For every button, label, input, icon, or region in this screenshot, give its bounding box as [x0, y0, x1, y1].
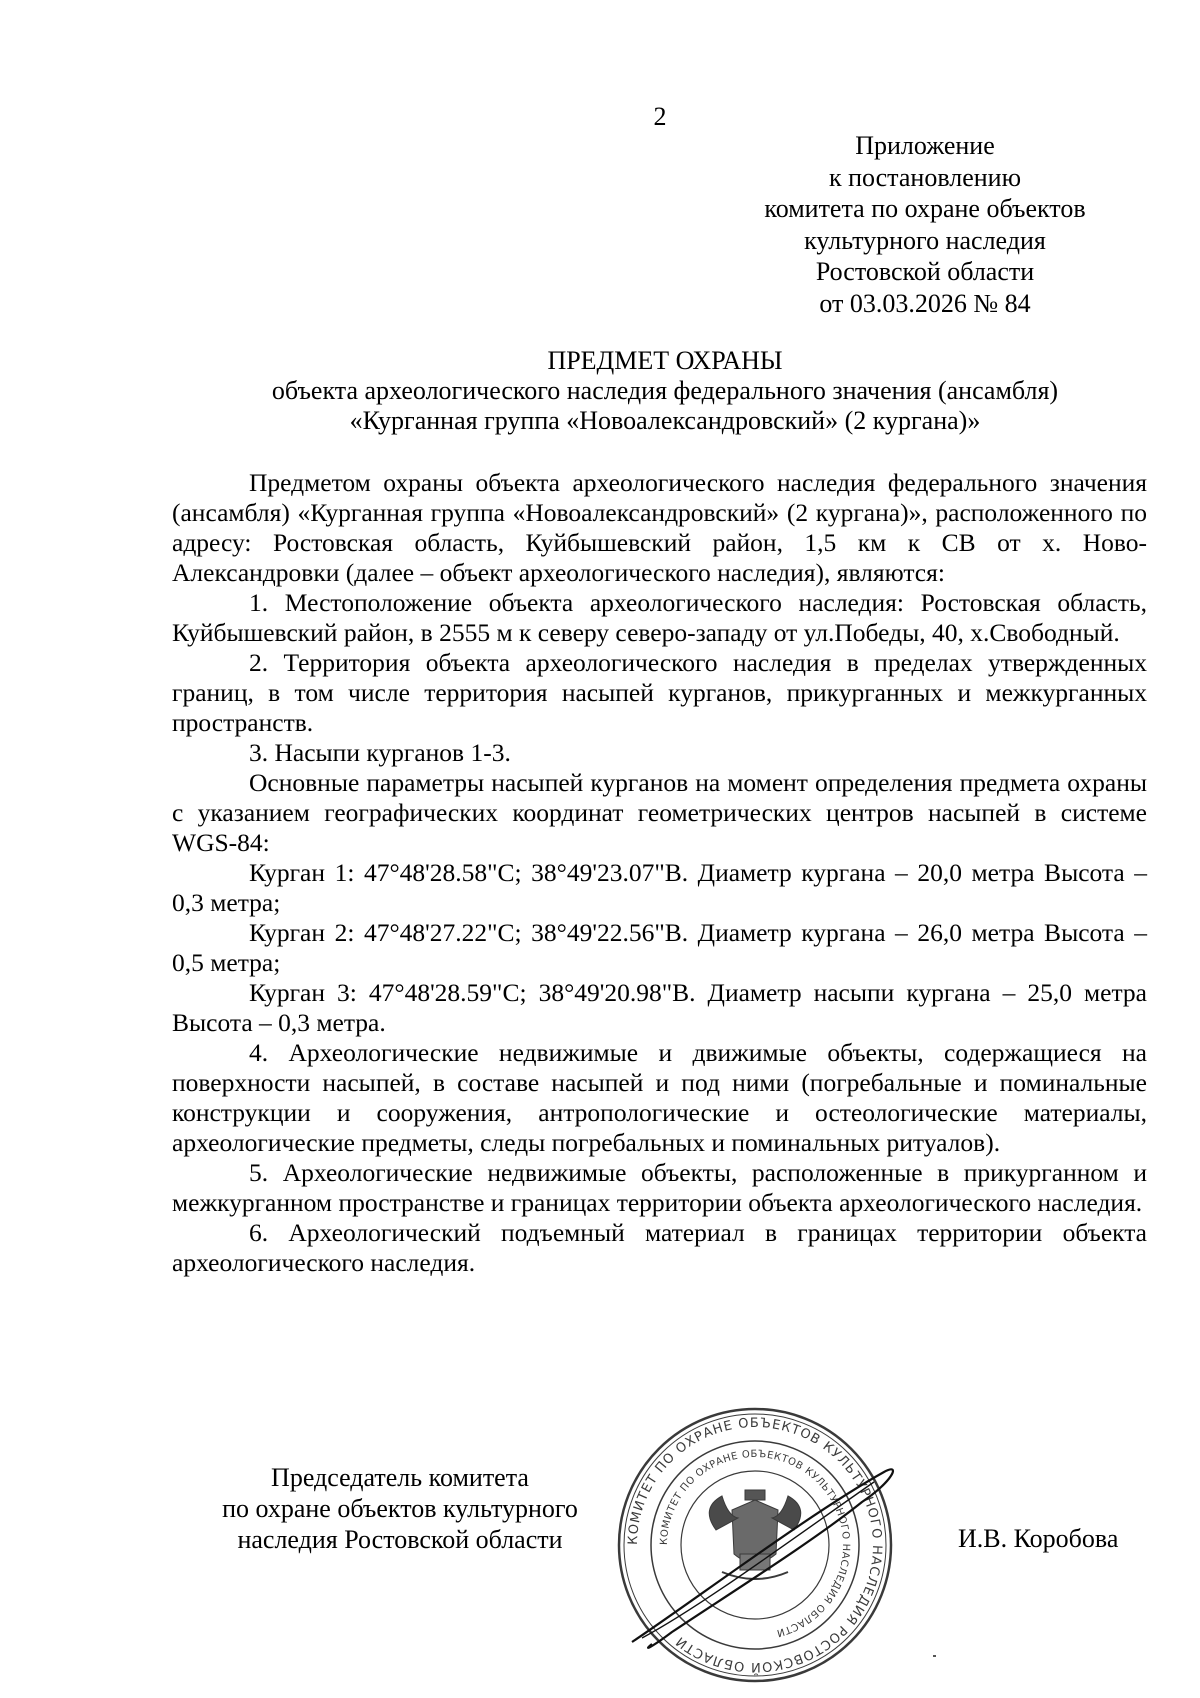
item-5: 5. Археологические недвижимые объекты, расположенные в прикурганном и межкурганном пространстве и границах территории объекта археологического наследия.: [172, 1158, 1147, 1217]
title-subline-1: объекта археологического наследия федерального значения (ансамбля): [271, 376, 1059, 405]
item-2: 2. Территория объекта археологического наследия в пределах утвержденных границ, в том числе территория насыпей курганов, прикурганных и межкурганных пространств.: [172, 648, 1147, 737]
signatory-title: [180, 1462, 620, 1555]
seal-outer-text: КОМИТЕТ ПО ОХРАНЕ ОБЪЕКТОВ КУЛЬТУРНОГО НАСЛЕДИЯ РОСТОВСКОЙ ОБЛАСТИ: [625, 1415, 885, 1675]
signatory-name: И.В. Коробова: [958, 1524, 1119, 1553]
kurgan-2: Курган 2: 47°48'27.22"С; 38°49'22.56"В. Диаметр кургана – 26,0 метра Высота – 0,5 метра;: [172, 918, 1147, 977]
title-heading: ПРЕДМЕТ ОХРАНЫ: [547, 346, 783, 375]
signatory-title-line: по охране объектов культурного: [222, 1494, 578, 1523]
approval-block: [760, 130, 1090, 319]
approval-line: к постановлению: [828, 162, 1022, 192]
scan-speck: [933, 1655, 936, 1657]
seal-inner-text: КОМИТЕТ ПО ОХРАНЕ ОБЪЕКТОВ КУЛЬТУРНОГО НАСЛЕДИЯ ОБЛАСТИ: [658, 1448, 852, 1639]
item-3: 3. Насыпи курганов 1-3.: [249, 738, 511, 767]
official-seal: [612, 1402, 898, 1688]
kurgan-3: Курган 3: 47°48'28.59"С; 38°49'20.98"В. Диаметр насыпи кургана – 25,0 метра Высота – 0,3 метра.: [172, 978, 1147, 1037]
document-body: [172, 468, 1147, 1278]
approval-line: комитета по охране объектов: [764, 194, 1086, 223]
signatory-title-line: наследия Ростовской области: [237, 1525, 563, 1554]
approval-line: Ростовской области: [815, 257, 1035, 286]
item-1: 1. Местоположение объекта археологического наследия: Ростовская область, Куйбышевский район, в 2555 м к северу северо-западу от ул.Победы, 40, х.Свободный.: [172, 588, 1147, 647]
approval-date-line: от 03.03.2026 № 84: [819, 288, 1031, 318]
page-number: 2: [653, 102, 667, 131]
title-subline-2: «Курганная группа «Новоалександровский» (2 кургана)»: [349, 406, 981, 435]
intro-paragraph: Предметом охраны объекта археологического наследия федерального значения (ансамбля) «Курганная группа «Новоалександровский» (2 кургана)», расположенного по адресу: Ростовская область, Куйбышевский район, 1,5 км к СВ от х. Ново-Александровки (далее – объект археологического наследия), являются:: [172, 468, 1147, 587]
document-title: [230, 346, 1100, 436]
item-6: 6. Археологический подъемный материал в границах территории объекта археологического наследия.: [172, 1218, 1147, 1277]
item-4: 4. Археологические недвижимые и движимые объекты, содержащиеся на поверхности насыпей, в составе насыпей и под ними (погребальные и поминальные конструкции и сооружения, антропологические и остеологические материалы, археологические предметы, следы погребальных и поминальных ритуалов).: [172, 1038, 1147, 1157]
params-intro: Основные параметры насыпей курганов на момент определения предмета охраны с указанием географических координат геометрических центров насыпей в системе WGS-84:: [172, 768, 1147, 857]
approval-line: культурного наследия: [804, 225, 1046, 255]
signatory-title-line: Председатель комитета: [271, 1463, 529, 1492]
kurgan-1: Курган 1: 47°48'28.58"С; 38°49'23.07"В. Диаметр кургана – 20,0 метра Высота – 0,3 метра;: [172, 858, 1147, 917]
approval-line: Приложение: [855, 131, 995, 160]
